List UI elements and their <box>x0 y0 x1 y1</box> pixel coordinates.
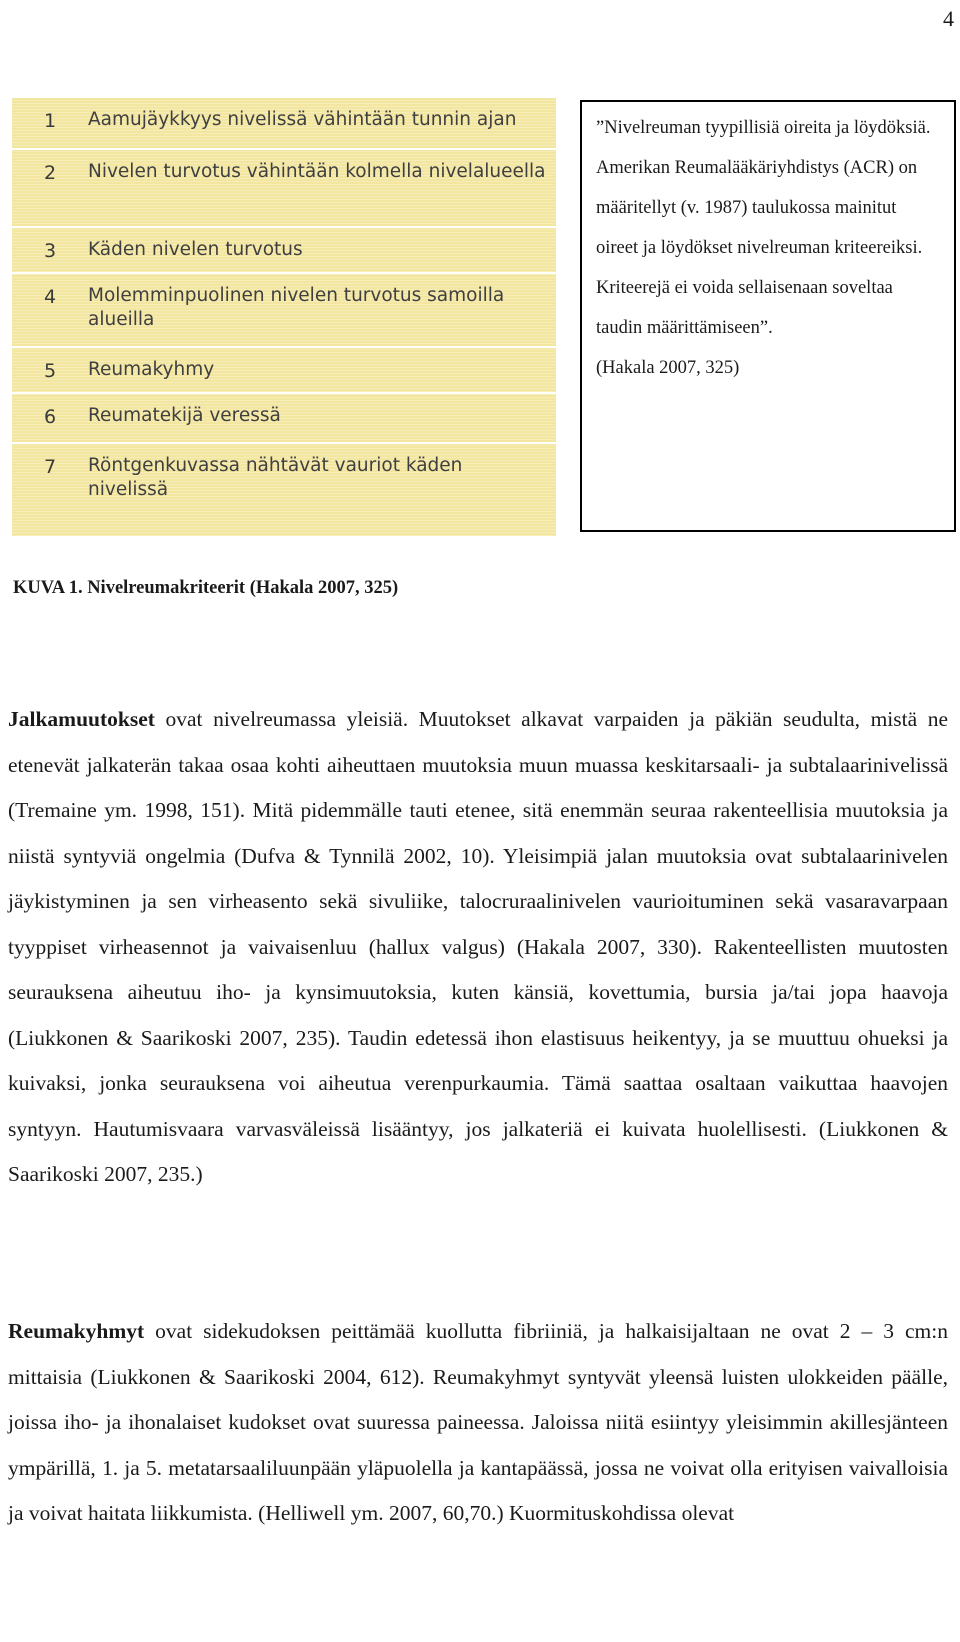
criteria-number: 2 <box>43 162 57 184</box>
criteria-text: Käden nivelen turvotus <box>88 239 303 260</box>
criteria-number: 1 <box>43 110 57 132</box>
criteria-text: Reumakyhmy <box>88 359 215 380</box>
paragraph-lead: Reumakyhmyt <box>8 1319 145 1343</box>
paragraph-jalkamuutokset <box>8 697 948 1198</box>
criteria-text: Aamujäykkyys nivelissä vähintään tunnin ajan <box>88 109 517 130</box>
criteria-text: Molemminpuolinen nivelen turvotus samoilla alueilla <box>88 285 505 330</box>
paragraph-body: ovat sidekudoksen peittämää kuollutta fibriiniä, ja halkaisijaltaan ne ovat 2 – 3 cm:n mittaisia (Liukkonen & Saarikoski 2004, 612). Reumakyhmyt syntyvät yleensä luisten ulokkeiden päälle, joissa iho- ja ihonalaiset kudokset ovat suuressa paineessa. Jaloissa niitä esiintyy yleisimmin akillesjänteen ympärillä, 1. ja 5. metatarsaaliluunpään yläpuolella ja kantapäässä, jossa ne voivat olla erityisen vaivalloisia ja voivat haitata liikkumista. (Helliwell ym. 2007, 60,70.) Kuormituskohdissa olevat <box>8 1319 948 1525</box>
paragraph-lead: Jalkamuutokset <box>8 707 155 731</box>
criteria-row <box>12 272 556 348</box>
criteria-number: 4 <box>43 286 57 308</box>
paragraph-body: ovat nivelreumassa yleisiä. Muutokset alkavat varpaiden ja päkiän seudulta, mistä ne etenevät jalkaterän takaa osaa kohti aiheuttaen muutoksia muun muassa keskitarsaali- ja subtalaarinivelissä (Tremaine ym. 1998, 151). Mitä pidemmälle tauti etenee, sitä enemmän seuraa rakenteellisia muutoksia ja niistä syntyviä ongelmia (Dufva & Tynnilä 2002, 10). Yleisimpiä jalan muutoksia ovat subtalaarinivelen jäykistyminen ja sen virheasento sekä sivuliike, talocruraalinivelen vaurioituminen sekä vasaravarpaan tyyppiset virheasennot ja vaivaisenluu (hallux valgus) (Hakala 2007, 330). Rakenteellisten muutosten seurauksena aiheutuu iho- ja kynsimuutoksia, kuten känsiä, kovettumia, bursia ja/tai jopa haavoja (Liukkonen & Saarikoski 2007, 235). Taudin edetessä ihon elastisuus heikentyy, ja se muuttuu ohueksi ja kuivaksi, jonka seurauksena voi aiheutua verenpurkaumia. Tämä saattaa osaltaan vaikuttaa haavojen syntyyn. Hautumisvaara varvasväleissä lisääntyy, jos jalkateriä ei kuivata huolellisesti. (Liukkonen & Saarikoski 2007, 235.) <box>8 707 948 1186</box>
criteria-number: 6 <box>43 406 57 428</box>
caption-box <box>580 100 956 532</box>
criteria-row <box>12 346 556 394</box>
page-number: 4 <box>943 6 954 31</box>
criteria-row <box>12 392 556 444</box>
criteria-text: Reumatekijä veressä <box>88 405 281 426</box>
criteria-number: 5 <box>43 360 57 382</box>
caption-text: ”Nivelreuman tyypillisiä oireita ja löydöksiä. Amerikan Reumalääkäriyhdistys (ACR) on määritellyt (v. 1987) taulukossa mainitut oireet ja löydökset nivelreuman kriteereiksi. Kriteerejä ei voida sellaisenaan soveltaa taudin määrittämiseen”. <box>596 118 931 338</box>
criteria-row <box>12 442 556 538</box>
criteria-row <box>12 148 556 228</box>
figure-label: KUVA 1. Nivelreumakriteerit (Hakala 2007, 325) <box>13 578 399 598</box>
criteria-table <box>12 98 556 536</box>
caption-reference: (Hakala 2007, 325) <box>596 358 740 378</box>
criteria-text: Nivelen turvotus vähintään kolmella nivelalueella <box>88 161 546 182</box>
criteria-row <box>12 226 556 274</box>
criteria-text: Röntgenkuvassa nähtävät vauriot käden nivelissä <box>88 455 463 500</box>
criteria-row <box>12 98 556 148</box>
paragraph-reumakyhmyt <box>8 1309 948 1537</box>
criteria-number: 3 <box>43 240 57 262</box>
criteria-number: 7 <box>43 456 57 478</box>
